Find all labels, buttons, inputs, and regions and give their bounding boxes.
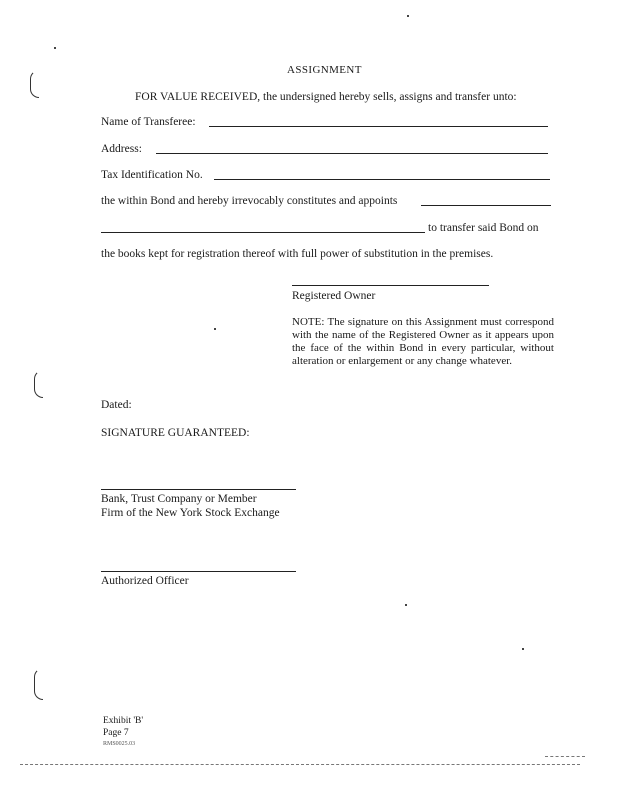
signature-guaranteed-label: SIGNATURE GUARANTEED: [101, 427, 250, 439]
owner-signature-line [292, 285, 489, 286]
bond-text-2: to transfer said Bond on [428, 222, 539, 234]
attorney-line [101, 232, 425, 233]
transferee-label: Name of Transferee: [101, 116, 196, 128]
tax-id-label: Tax Identification No. [101, 169, 203, 181]
address-label: Address: [101, 143, 142, 155]
binder-mark-bottom [34, 668, 43, 700]
binder-mark-top [30, 70, 39, 98]
footer-exhibit: Exhibit 'B' [103, 716, 144, 726]
document-title: ASSIGNMENT [287, 64, 362, 76]
scan-speck [214, 328, 216, 330]
bond-text-1: the within Bond and hereby irrevocably constitutes and appoints [101, 195, 398, 207]
binder-mark-middle [34, 370, 43, 398]
scan-speck [407, 15, 409, 17]
address-line [156, 153, 548, 154]
bond-text-3: the books kept for registration thereof with full power of substitution in the premises. [101, 248, 494, 260]
scan-speck [522, 648, 524, 650]
tax-id-line [214, 179, 550, 180]
bank-line-1: Bank, Trust Company or Member [101, 493, 257, 505]
transferee-line [209, 126, 548, 127]
intro-text: FOR VALUE RECEIVED, the undersigned hereby sells, assigns and transfer unto: [135, 91, 517, 103]
registered-owner-label: Registered Owner [292, 290, 376, 302]
footer-page: Page 7 [103, 728, 129, 738]
appointee-line [421, 205, 551, 206]
scan-speck [54, 47, 56, 49]
scan-edge-line-short [545, 756, 585, 757]
bank-line-2: Firm of the New York Stock Exchange [101, 507, 280, 519]
officer-signature-line [101, 571, 296, 572]
dated-label: Dated: [101, 399, 132, 411]
scan-speck [405, 604, 407, 606]
authorized-officer-label: Authorized Officer [101, 575, 189, 587]
bank-signature-line [101, 489, 296, 490]
footer-code: RMS0025.03 [103, 741, 136, 747]
note-text: NOTE: The signature on this Assignment must correspond with the name of the Registered Owner as it appears upon the face of the within Bond in every particular, without alteration or enlargement or any change whatever. [292, 316, 554, 367]
scan-edge-line [20, 764, 580, 765]
